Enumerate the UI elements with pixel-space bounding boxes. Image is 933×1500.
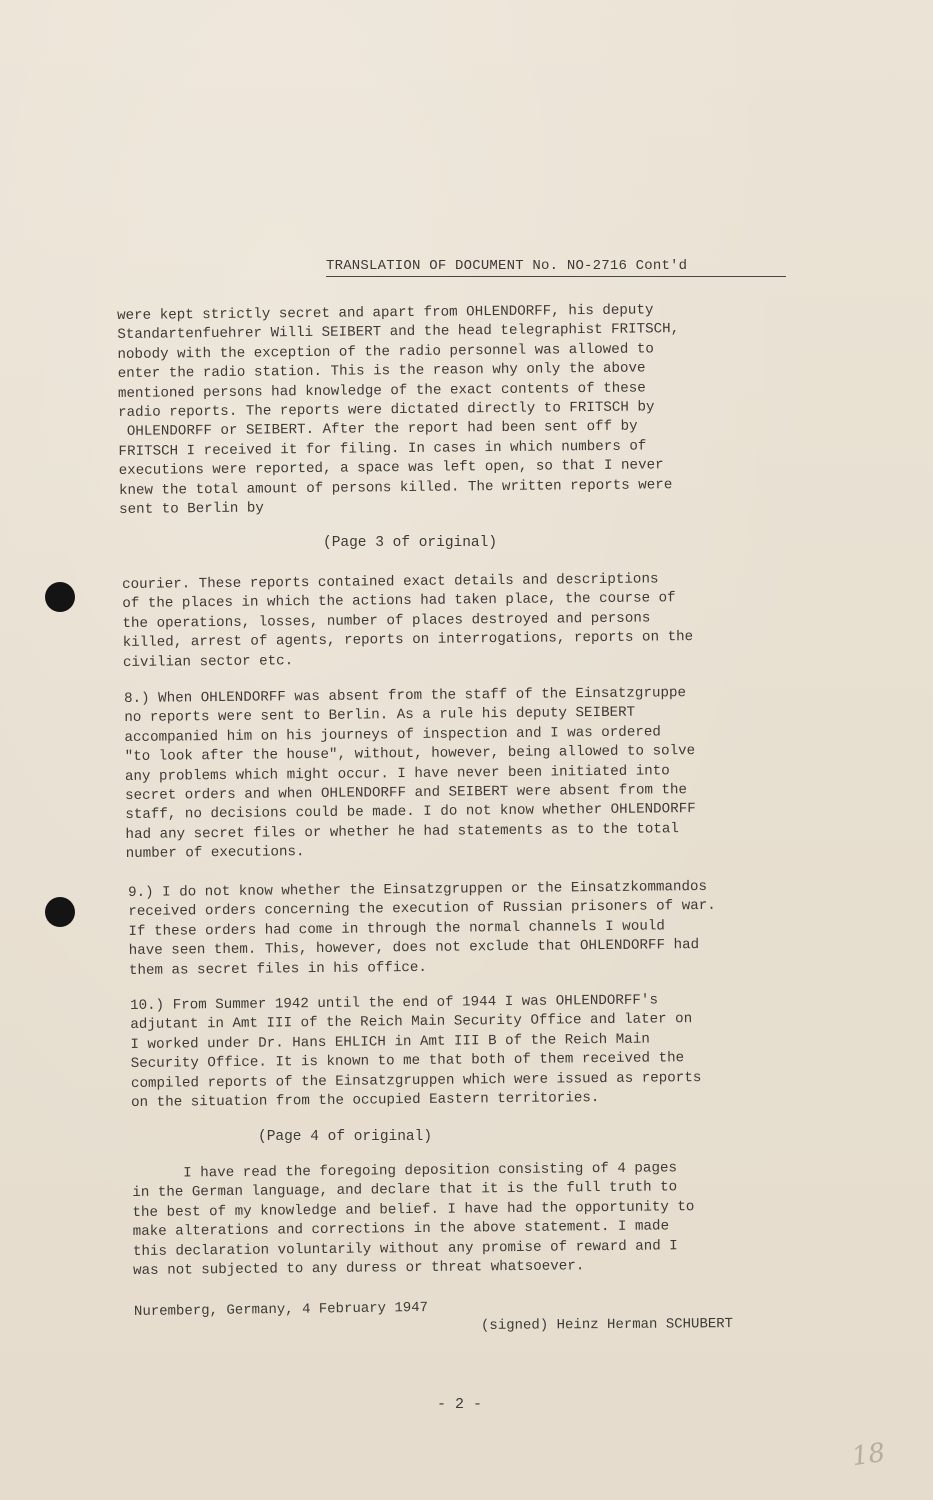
page-number: - 2 - [437,1396,483,1413]
text-line: any problems which might occur. I have never been initiated into [124,762,670,785]
text-line: FRITSCH I received it for filing. In cases in which numbers of [118,438,647,460]
text-line: them as secret files in his office. [128,959,427,979]
text-line: civilian sector etc. [122,652,294,671]
text-line: of the places in which the actions had taken place, the course of [122,590,676,613]
text-line: executions were reported, a space was left open, so that I never [118,457,664,480]
text-line: 9.) I do not know whether the Einsatzgruppen or the Einsatzkommandos [128,878,708,901]
text-line: received orders concerning the execution of Russian prisoners of war. [128,898,716,921]
place-date: Nuremberg, Germany, 4 February 1947 [133,1299,429,1321]
text-line: was not subjected to any duress or threat whatsoever. [133,1258,585,1280]
text-line: 8.) When OHLENDORFF was absent from the staff of the Einsatzgruppe [124,685,687,707]
text-line: had any secret files or whether he had statements as to the total [125,821,679,843]
text-line: If these orders had come in through the normal channels I would [128,918,665,940]
text-line: Security Office. It is known to me that both of them received the [130,1050,685,1073]
text-line: courier. These reports contained exact details and descriptions [122,571,659,593]
text-line: nobody with the exception of the radio personnel was allowed to [117,341,654,363]
text-line: on the situation from the occupied Eastern territories. [131,1090,600,1112]
paragraph-8 [124,684,696,865]
text-line: make alterations and corrections in the above statement. I made [132,1218,670,1241]
text-line: staff, no decisions could be made. I do not know whether OHLENDORFF [125,801,696,824]
text-line: Standartenfuehrer Willi SEIBERT and the head telegraphist FRITSCH, [117,321,680,344]
page-3-note: (Page 3 of original) [323,535,498,551]
text-line: in the German language, and declare that it is the full truth to [132,1179,678,1202]
text-line: the best of my knowledge and belief. I have had the opportunity to [132,1198,695,1221]
paragraph-intro [117,301,681,520]
text-line: mentioned persons had knowledge of the exact contents of these [117,380,646,402]
text-line: OHLENDORFF or SEIBERT. After the report had been sent off by [118,418,638,441]
paragraph-declaration [132,1159,695,1281]
text-line: I worked under Dr. Hans EHLICH in Amt III B of the Reich Main [130,1031,650,1053]
text-line: this declaration voluntarily without any promise of reward and I [132,1237,678,1260]
paragraph-10 [130,991,702,1113]
punch-hole-bottom [45,897,75,927]
text-line: adjutant in Amt III of the Reich Main Security Office and later on [130,1011,693,1034]
text-line: "to look after the house", without, however, being allowed to solve [124,743,696,766]
text-line: I have read the foregoing deposition consisting of 4 pages [132,1160,678,1182]
text-line: no reports were sent to Berlin. As a rule his deputy SEIBERT [124,705,636,727]
text-line: number of executions. [125,844,305,863]
paragraph-courier [122,570,693,673]
paragraph-9 [128,878,716,981]
text-line: were kept strictly secret and apart from OHLENDORFF, his deputy [117,302,654,324]
punch-hole-top [45,582,75,612]
text-line: secret orders and when OHLENDORFF and SEIBERT were absent from the [125,782,688,805]
text-line: killed, arrest of agents, reports on interrogations, reports on the [122,629,694,652]
text-line: compiled reports of the Einsatzgruppen which were issued as reports [130,1069,702,1092]
signature-line: (signed) Heinz Herman SCHUBERT [480,1316,734,1334]
text-line: sent to Berlin by [119,500,264,519]
text-line: have seen them. This, however, does not exclude that OHLENDORFF had [128,937,700,960]
folio-number: 18 [850,1437,888,1473]
text-line: knew the total amount of persons killed. The written reports were [118,476,673,499]
document-header: TRANSLATION OF DOCUMENT No. NO-2716 Cont'd [326,258,786,277]
text-line: accompanied him on his journeys of inspection and I was ordered [124,724,661,746]
text-line: enter the radio station. This is the reason why only the above [117,360,646,383]
text-line: the operations, losses, number of places destroyed and persons [122,610,651,632]
text-line: 10.) From Summer 1942 until the end of 1944 I was OHLENDORFF's [130,992,659,1014]
text-line: radio reports. The reports were dictated directly to FRITSCH by [118,399,655,422]
page-4-note: (Page 4 of original) [258,1129,433,1145]
